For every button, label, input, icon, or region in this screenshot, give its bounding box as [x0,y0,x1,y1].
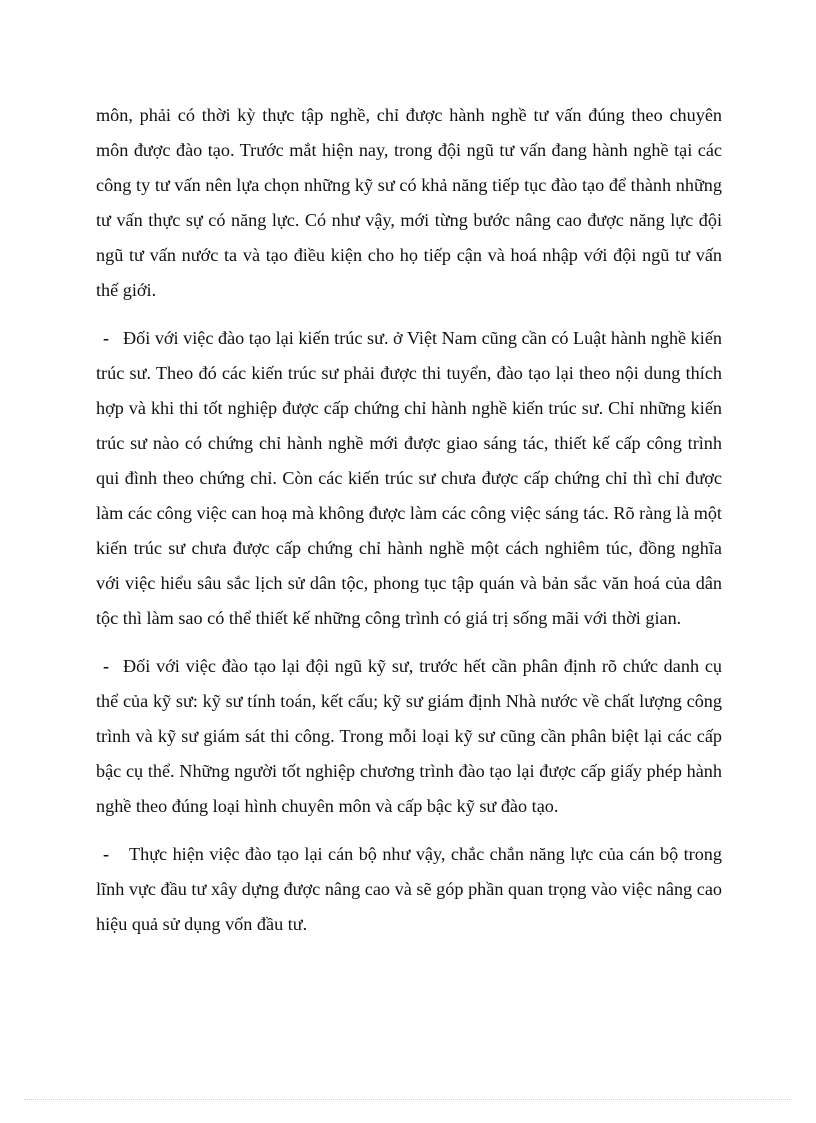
paragraph-1-text: môn, phải có thời kỳ thực tập nghề, chỉ được hành nghề tư vấn đúng theo chuyên môn được đào tạo. Trước mắt hiện nay, trong đội ngũ tư vấn đang hành nghề tại các công ty tư vấn nên lựa chọn những kỹ sư có khả năng tiếp tục đào tạo để thành những tư vấn thực sự có năng lực. Có như vậy, mới từng bước nâng cao được năng lực đội ngũ tư vấn nước ta và tạo điều kiện cho họ tiếp cận và hoá nhập với đội ngũ tư vấn thế giới. [96,105,722,300]
paragraph-4 [96,837,722,942]
paragraph-3 [96,649,722,824]
paragraph-1 [96,98,722,308]
paragraph-2-bullet: - [103,328,110,348]
paragraph-4-bullet: - [103,844,110,864]
paragraph-3-bullet: - [103,656,110,676]
paragraph-3-text: Đối với việc đào tạo lại đội ngũ kỹ sư, trước hết cần phân định rõ chức danh cụ thể của kỹ sư: kỹ sư tính toán, kết cấu; kỹ sư giám định Nhà nước về chất lượng công trình và kỹ sư giám sát thi công. Trong mỗi loại kỹ sư cũng cần phân biệt lại các cấp bậc cụ thể. Những người tốt nghiệp chương trình đào tạo lại được cấp giấy phép hành nghề theo đúng loại hình chuyên môn và cấp bậc kỹ sư đào tạo. [96,656,722,816]
paragraph-2 [96,321,722,636]
document-body [96,98,722,955]
paragraph-2-text: Đối với việc đào tạo lại kiến trúc sư. ở Việt Nam cũng cần có Luật hành nghề kiến trúc sư. Theo đó các kiến trúc sư phải được thi tuyển, đào tạo lại theo nội dung thích hợp và khi thi tốt nghiệp được cấp chứng chỉ hành nghề kiến trúc sư. Chỉ những kiến trúc sư nào có chứng chỉ hành nghề mới được giao sáng tác, thiết kế cấp công trình qui đình theo chứng chỉ. Còn các kiến trúc sư chưa được cấp chứng chỉ thì chỉ được làm các công việc can hoạ mà không được làm các công việc sáng tác. Rõ ràng là một kiến trúc sư chưa được cấp chứng chỉ hành nghề một cách nghiêm túc, đồng nghĩa với việc hiểu sâu sắc lịch sử dân tộc, phong tục tập quán và bản sắc văn hoá của dân tộc thì làm sao có thể thiết kế những công trình có giá trị sống mãi với thời gian. [96,328,722,628]
footer-divider [24,1099,792,1100]
paragraph-4-text: Thực hiện việc đào tạo lại cán bộ như vậy, chắc chắn năng lực của cán bộ trong lĩnh vực đầu tư xây dựng được nâng cao và sẽ góp phần quan trọng vào việc nâng cao hiệu quả sử dụng vốn đầu tư. [96,844,722,934]
